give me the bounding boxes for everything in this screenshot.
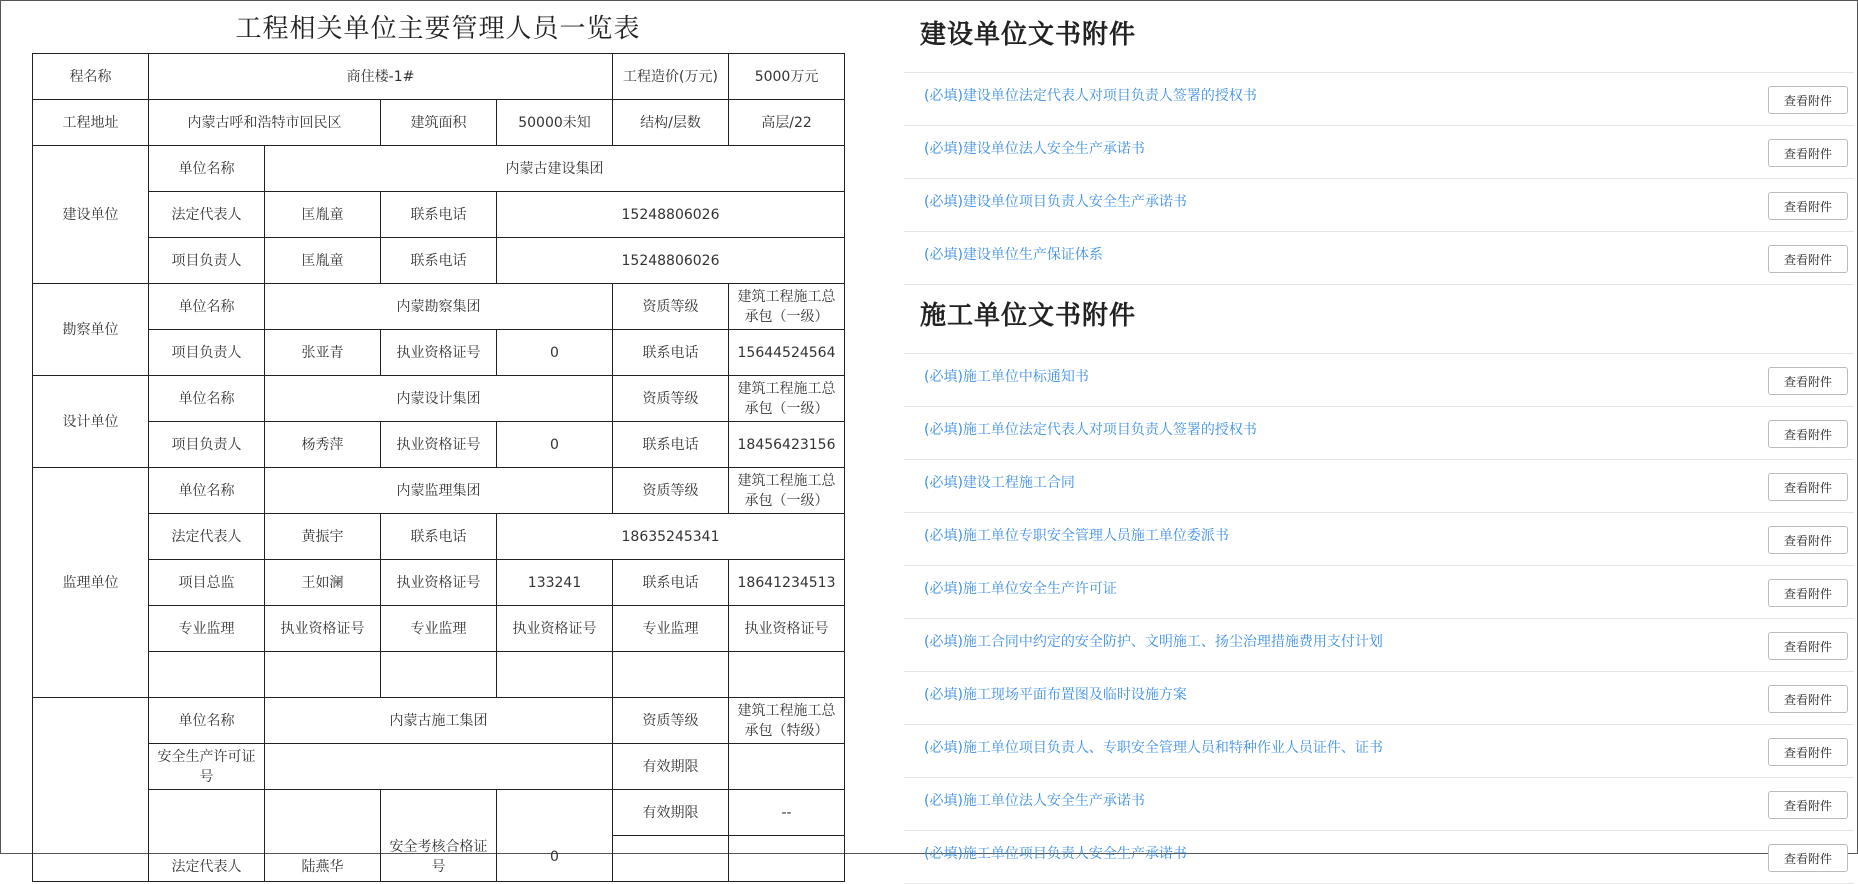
supervision-specialist-label: 专业监理: [381, 606, 497, 652]
project-area-value: 50000未知: [497, 100, 613, 146]
supervision-unit-name-label: 单位名称: [149, 468, 265, 514]
attachment-link[interactable]: (必填)施工合同中约定的安全防护、文明施工、扬尘治理措施费用支付计划: [924, 634, 1383, 650]
empty-cell: [613, 652, 729, 698]
supervision-specialist-label: 专业监理: [613, 606, 729, 652]
project-address-label: 工程地址: [33, 100, 149, 146]
view-attachment-button[interactable]: 查看附件: [1768, 738, 1848, 766]
survey-qual-value: 建筑工程施工总承包（一级）: [729, 284, 845, 330]
supervision-qual-value: 建筑工程施工总承包（一级）: [729, 468, 845, 514]
attachment-row: [904, 407, 1854, 460]
survey-phone-value: 15644524564: [729, 330, 845, 376]
table-row: [33, 698, 845, 744]
table-row: [33, 330, 845, 376]
attachment-link[interactable]: (必填)施工单位安全生产许可证: [924, 581, 1117, 597]
table-row: [33, 790, 845, 836]
table-row: [33, 744, 845, 790]
design-pm-label: 项目负责人: [149, 422, 265, 468]
attachments-panel: [904, 0, 1854, 866]
attachment-row: [904, 831, 1854, 884]
survey-qual-label: 资质等级: [613, 284, 729, 330]
construction-unit-name-label: 单位名称: [149, 698, 265, 744]
table-row: [33, 238, 845, 284]
survey-cert-value: 0: [497, 330, 613, 376]
attachment-link[interactable]: (必填)建设工程施工合同: [924, 475, 1075, 491]
attachment-row: [904, 73, 1854, 126]
table-row: [33, 192, 845, 238]
survey-cert-label: 执业资格证号: [381, 330, 497, 376]
attachment-link[interactable]: (必填)建设单位法人安全生产承诺书: [924, 141, 1145, 157]
build-unit-name-value: 内蒙古建设集团: [265, 146, 845, 192]
attachment-row: [904, 566, 1854, 619]
personnel-panel: [0, 0, 880, 875]
attachment-row: [904, 179, 1854, 232]
supervision-legal-rep-value: 黄振宇: [265, 514, 381, 560]
project-name-value: 商住楼-1#: [149, 54, 613, 100]
supervision-specialist-cert-label: 执业资格证号: [497, 606, 613, 652]
supervision-specialist-label: 专业监理: [149, 606, 265, 652]
table-row: [33, 560, 845, 606]
construction-qual-label: 资质等级: [613, 698, 729, 744]
view-attachment-button[interactable]: 查看附件: [1768, 791, 1848, 819]
project-name-label: 程名称: [33, 54, 149, 100]
empty-cell: [613, 836, 729, 882]
supervision-legal-rep-label: 法定代表人: [149, 514, 265, 560]
survey-pm-value: 张亚青: [265, 330, 381, 376]
build-unit-label: 建设单位: [33, 146, 149, 284]
design-qual-value: 建筑工程施工总承包（一级）: [729, 376, 845, 422]
project-address-value: 内蒙古呼和浩特市回民区: [149, 100, 381, 146]
build-pm-value: 匡胤童: [265, 238, 381, 284]
survey-phone-label: 联系电话: [613, 330, 729, 376]
table-row: [33, 54, 845, 100]
supervision-chief-value: 王如澜: [265, 560, 381, 606]
design-unit-name-label: 单位名称: [149, 376, 265, 422]
supervision-unit-label: 监理单位: [33, 468, 149, 698]
empty-cell: [729, 836, 845, 882]
survey-unit-label: 勘察单位: [33, 284, 149, 376]
project-cost-value: 5000万元: [729, 54, 845, 100]
design-cert-value: 0: [497, 422, 613, 468]
construction-valid-label: 有效期限: [613, 744, 729, 790]
build-legal-rep-label: 法定代表人: [149, 192, 265, 238]
construction-safety-cert-value: 0: [497, 790, 613, 882]
build-legal-rep-value: 匡胤童: [265, 192, 381, 238]
build-attachments-title: 建设单位文书附件: [920, 20, 1137, 50]
build-legal-phone-label: 联系电话: [381, 192, 497, 238]
attachment-link[interactable]: (必填)施工现场平面布置图及临时设施方案: [924, 687, 1187, 703]
attachment-link[interactable]: (必填)施工单位法定代表人对项目负责人签署的授权书: [924, 422, 1257, 438]
construction-safety-cert-label: 安全考核合格证号: [381, 790, 497, 882]
table-row: [33, 652, 845, 698]
attachment-link[interactable]: (必填)施工单位中标通知书: [924, 369, 1089, 385]
supervision-legal-phone-value: 18635245341: [497, 514, 845, 560]
supervision-specialist-cert-label: 执业资格证号: [265, 606, 381, 652]
attachment-link[interactable]: (必填)施工单位项目负责人、专职安全管理人员和特种作业人员证件、证书: [924, 740, 1383, 756]
supervision-unit-name-value: 内蒙监理集团: [265, 468, 613, 514]
attachment-row: [904, 778, 1854, 831]
empty-cell: [265, 652, 381, 698]
construction-unit-name-value: 内蒙古施工集团: [265, 698, 613, 744]
construction-attachments-list: [904, 354, 1854, 884]
supervision-qual-label: 资质等级: [613, 468, 729, 514]
view-attachment-button[interactable]: 查看附件: [1768, 632, 1848, 660]
design-phone-value: 18456423156: [729, 422, 845, 468]
view-attachment-button[interactable]: 查看附件: [1768, 685, 1848, 713]
view-attachment-button[interactable]: 查看附件: [1768, 526, 1848, 554]
build-pm-label: 项目负责人: [149, 238, 265, 284]
construction-permit-value: [265, 744, 613, 790]
view-attachment-button[interactable]: 查看附件: [1768, 245, 1848, 273]
table-row: [33, 100, 845, 146]
empty-cell: [497, 652, 613, 698]
view-attachment-button[interactable]: 查看附件: [1768, 420, 1848, 448]
supervision-chief-cert-value: 133241: [497, 560, 613, 606]
personnel-table: [32, 53, 845, 882]
project-cost-label: 工程造价(万元): [613, 54, 729, 100]
construction-legal-valid-label: 有效期限: [613, 790, 729, 836]
attachment-link[interactable]: (必填)建设单位法定代表人对项目负责人签署的授权书: [924, 88, 1257, 104]
attachment-link[interactable]: (必填)施工单位专职安全管理人员施工单位委派书: [924, 528, 1229, 544]
design-pm-value: 杨秀萍: [265, 422, 381, 468]
attachment-row: [904, 354, 1854, 407]
attachment-row: [904, 232, 1854, 285]
view-attachment-button[interactable]: 查看附件: [1768, 844, 1848, 872]
construction-valid-value: [729, 744, 845, 790]
table-row: [33, 284, 845, 330]
design-phone-label: 联系电话: [613, 422, 729, 468]
survey-unit-name-value: 内蒙勘察集团: [265, 284, 613, 330]
table-row: [33, 514, 845, 560]
construction-legal-rep-label: 法定代表人: [149, 790, 265, 882]
attachment-row: [904, 619, 1854, 672]
table-row: [33, 376, 845, 422]
supervision-specialist-cert-label: 执业资格证号: [729, 606, 845, 652]
attachment-link[interactable]: (必填)施工单位项目负责人安全生产承诺书: [924, 846, 1187, 862]
view-attachment-button[interactable]: 查看附件: [1768, 192, 1848, 220]
design-qual-label: 资质等级: [613, 376, 729, 422]
view-attachment-button[interactable]: 查看附件: [1768, 473, 1848, 501]
attachment-row: [904, 513, 1854, 566]
project-area-label: 建筑面积: [381, 100, 497, 146]
attachment-link[interactable]: (必填)施工单位法人安全生产承诺书: [924, 793, 1145, 809]
build-pm-phone-value: 15248806026: [497, 238, 845, 284]
empty-cell: [729, 652, 845, 698]
construction-legal-valid-value: --: [729, 790, 845, 836]
table-row: [33, 146, 845, 192]
attachment-row: [904, 725, 1854, 778]
attachment-link[interactable]: (必填)建设单位项目负责人安全生产承诺书: [924, 194, 1187, 210]
view-attachment-button[interactable]: 查看附件: [1768, 139, 1848, 167]
survey-pm-label: 项目负责人: [149, 330, 265, 376]
design-cert-label: 执业资格证号: [381, 422, 497, 468]
build-legal-phone-value: 15248806026: [497, 192, 845, 238]
project-structure-label: 结构/层数: [613, 100, 729, 146]
table-row: [33, 606, 845, 652]
supervision-chief-label: 项目总监: [149, 560, 265, 606]
attachment-row: [904, 460, 1854, 513]
supervision-chief-phone-value: 18641234513: [729, 560, 845, 606]
view-attachment-button[interactable]: 查看附件: [1768, 367, 1848, 395]
design-unit-label: 设计单位: [33, 376, 149, 468]
table-row: [33, 422, 845, 468]
table-row: [33, 468, 845, 514]
empty-cell: [149, 652, 265, 698]
build-pm-phone-label: 联系电话: [381, 238, 497, 284]
view-attachment-button[interactable]: 查看附件: [1768, 579, 1848, 607]
view-attachment-button[interactable]: 查看附件: [1768, 86, 1848, 114]
supervision-chief-cert-label: 执业资格证号: [381, 560, 497, 606]
build-attachments-list: [904, 73, 1854, 285]
attachment-link[interactable]: (必填)建设单位生产保证体系: [924, 247, 1103, 263]
design-unit-name-value: 内蒙设计集团: [265, 376, 613, 422]
construction-permit-label: 安全生产许可证号: [149, 744, 265, 790]
attachment-row: [904, 126, 1854, 179]
supervision-legal-phone-label: 联系电话: [381, 514, 497, 560]
construction-attachments-title: 施工单位文书附件: [920, 301, 1137, 331]
project-structure-value: 高层/22: [729, 100, 845, 146]
attachment-row: [904, 672, 1854, 725]
construction-qual-value: 建筑工程施工总承包（特级）: [729, 698, 845, 744]
supervision-chief-phone-label: 联系电话: [613, 560, 729, 606]
page-title: 工程相关单位主要管理人员一览表: [235, 14, 641, 44]
build-unit-name-label: 单位名称: [149, 146, 265, 192]
survey-unit-name-label: 单位名称: [149, 284, 265, 330]
construction-legal-rep-value: 陆燕华: [265, 790, 381, 882]
empty-cell: [381, 652, 497, 698]
